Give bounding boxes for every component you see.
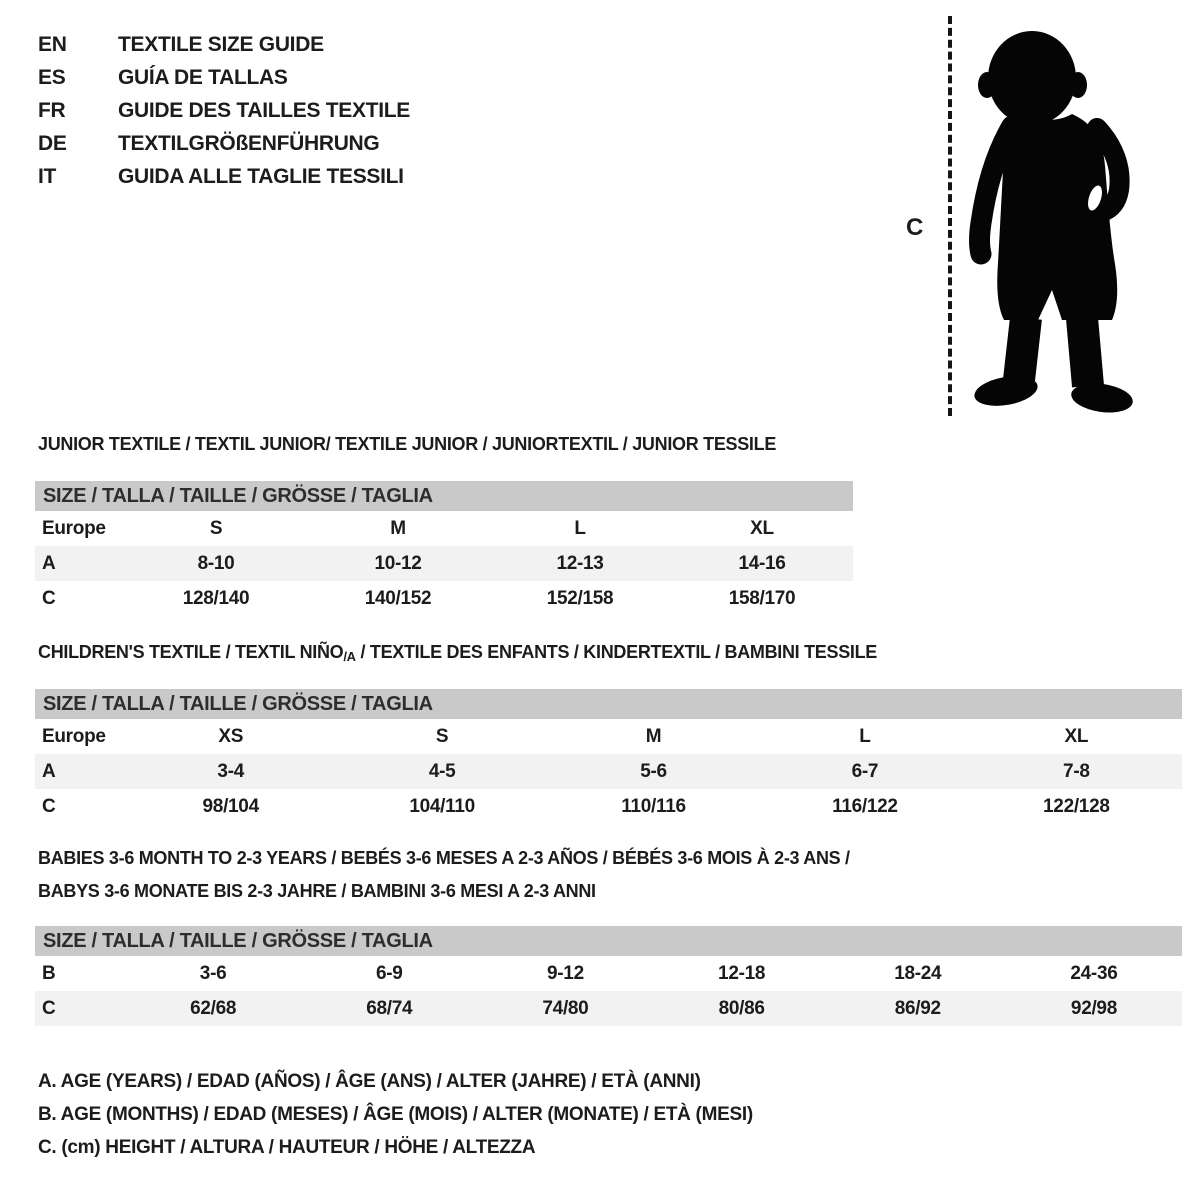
row-label: Europe	[42, 725, 106, 747]
age-cell: 6-9	[375, 962, 403, 984]
language-code: ES	[38, 65, 66, 89]
children-title-rest: / TEXTILE DES ENFANTS / KINDERTEXTIL / BAMBINI TESSILE	[355, 642, 877, 662]
row-label: B	[42, 962, 56, 984]
age-cell: 9-12	[547, 962, 584, 984]
junior-size-table	[35, 481, 853, 616]
guide-title-es: GUÍA DE TALLAS	[118, 65, 288, 89]
height-cell: 74/80	[542, 997, 589, 1019]
size-cell: XS	[218, 725, 244, 747]
height-cell: 128/140	[182, 587, 250, 609]
babies-section-title-line2: BABYS 3-6 MONATE BIS 2-3 JAHRE / BAMBINI 3-6 MESI A 2-3 ANNI	[38, 881, 596, 901]
age-cell: 8-10	[197, 552, 235, 574]
height-cell: 62/68	[190, 997, 237, 1019]
children-section-title	[38, 642, 877, 663]
language-title-list	[38, 28, 410, 193]
size-cell: XL	[750, 517, 774, 539]
table-row-height	[35, 789, 1182, 824]
language-code: DE	[38, 131, 67, 155]
table-row-age	[35, 754, 1182, 789]
age-cell: 18-24	[894, 962, 942, 984]
language-code: IT	[38, 164, 57, 188]
children-size-table	[35, 689, 1182, 824]
table-row-age	[35, 546, 853, 581]
language-row-de	[38, 127, 410, 160]
babies-section-title-line1: BABIES 3-6 MONTH TO 2-3 YEARS / BEBÉS 3-6 MESES A 2-3 AÑOS / BÉBÉS 3-6 MOIS À 2-3 ANS /	[38, 848, 850, 868]
height-cell: 152/158	[546, 587, 614, 609]
height-cell: 104/110	[409, 795, 475, 817]
row-label: A	[42, 760, 56, 782]
guide-title-de: TEXTILGRÖßENFÜHRUNG	[118, 131, 380, 155]
size-table-header: SIZE / TALLA / TAILLE / GRÖSSE / TAGLIA	[35, 689, 1182, 719]
age-cell: 10-12	[374, 552, 422, 574]
size-cell: M	[645, 725, 662, 747]
age-cell: 4-5	[428, 760, 456, 782]
children-title-main: CHILDREN'S TEXTILE / TEXTIL NIÑO	[38, 642, 344, 662]
age-cell: 5-6	[640, 760, 667, 782]
table-row-height	[35, 581, 853, 616]
language-row-fr	[38, 94, 410, 127]
row-label: C	[42, 997, 56, 1019]
guide-title-en: TEXTILE SIZE GUIDE	[118, 32, 324, 56]
row-label: C	[42, 795, 56, 817]
size-cell: L	[574, 517, 586, 539]
age-cell: 12-18	[718, 962, 766, 984]
size-table-header: SIZE / TALLA / TAILLE / GRÖSSE / TAGLIA	[35, 926, 1182, 956]
age-cell: 7-8	[1063, 760, 1090, 782]
height-cell: 140/152	[364, 587, 432, 609]
size-table-header: SIZE / TALLA / TAILLE / GRÖSSE / TAGLIA	[35, 481, 853, 511]
table-row-height	[35, 991, 1182, 1026]
height-cell: 110/116	[621, 795, 686, 817]
row-label: C	[42, 587, 56, 609]
children-title-sub: /A	[343, 649, 356, 664]
size-cell: M	[390, 517, 406, 539]
babies-size-table	[35, 926, 1182, 1026]
language-row-es	[38, 61, 410, 94]
legend-age-months: B. AGE (MONTHS) / EDAD (MESES) / ÂGE (MOIS) / ALTER (MONATE) / ETÀ (MESI)	[38, 1104, 753, 1125]
height-cell: 92/98	[1070, 997, 1117, 1019]
legend-age-years: A. AGE (YEARS) / EDAD (AÑOS) / ÂGE (ANS) / ALTER (JAHRE) / ETÀ (ANNI)	[38, 1071, 701, 1092]
guide-title-fr: GUIDE DES TAILLES TEXTILE	[118, 98, 410, 122]
guide-title-it: GUIDA ALLE TAGLIE TESSILI	[118, 164, 404, 188]
junior-section-title: JUNIOR TEXTILE / TEXTIL JUNIOR/ TEXTILE JUNIOR / JUNIORTEXTIL / JUNIOR TESSILE	[38, 434, 777, 454]
legend-height-cm: C. (cm) HEIGHT / ALTURA / HAUTEUR / HÖHE / ALTEZZA	[38, 1137, 536, 1158]
table-row-europe	[35, 511, 853, 546]
toddler-silhouette-icon	[962, 18, 1137, 418]
table-row-europe	[35, 719, 1182, 754]
height-cell: 86/92	[894, 997, 941, 1019]
size-cell: S	[435, 725, 449, 747]
age-cell: 24-36	[1070, 962, 1118, 984]
row-label: A	[42, 552, 56, 574]
size-cell: S	[209, 517, 223, 539]
height-cell: 122/128	[1043, 795, 1110, 817]
height-measure-label: C	[906, 214, 924, 241]
age-cell: 3-4	[217, 760, 244, 782]
age-cell: 12-13	[556, 552, 604, 574]
size-cell: L	[859, 725, 871, 747]
table-row-age-months	[35, 956, 1182, 991]
language-row-en	[38, 28, 410, 61]
height-cell: 116/122	[832, 795, 898, 817]
height-cell: 80/86	[718, 997, 765, 1019]
language-row-it	[38, 160, 410, 193]
language-code: FR	[38, 98, 66, 122]
height-cell: 98/104	[202, 795, 259, 817]
language-code: EN	[38, 32, 67, 56]
height-cell: 158/170	[728, 587, 796, 609]
height-measure-dashed-line	[948, 16, 952, 416]
height-cell: 68/74	[366, 997, 413, 1019]
age-cell: 3-6	[199, 962, 227, 984]
age-cell: 14-16	[738, 552, 786, 574]
age-cell: 6-7	[851, 760, 879, 782]
row-label: Europe	[42, 517, 106, 539]
size-cell: XL	[1064, 725, 1089, 747]
